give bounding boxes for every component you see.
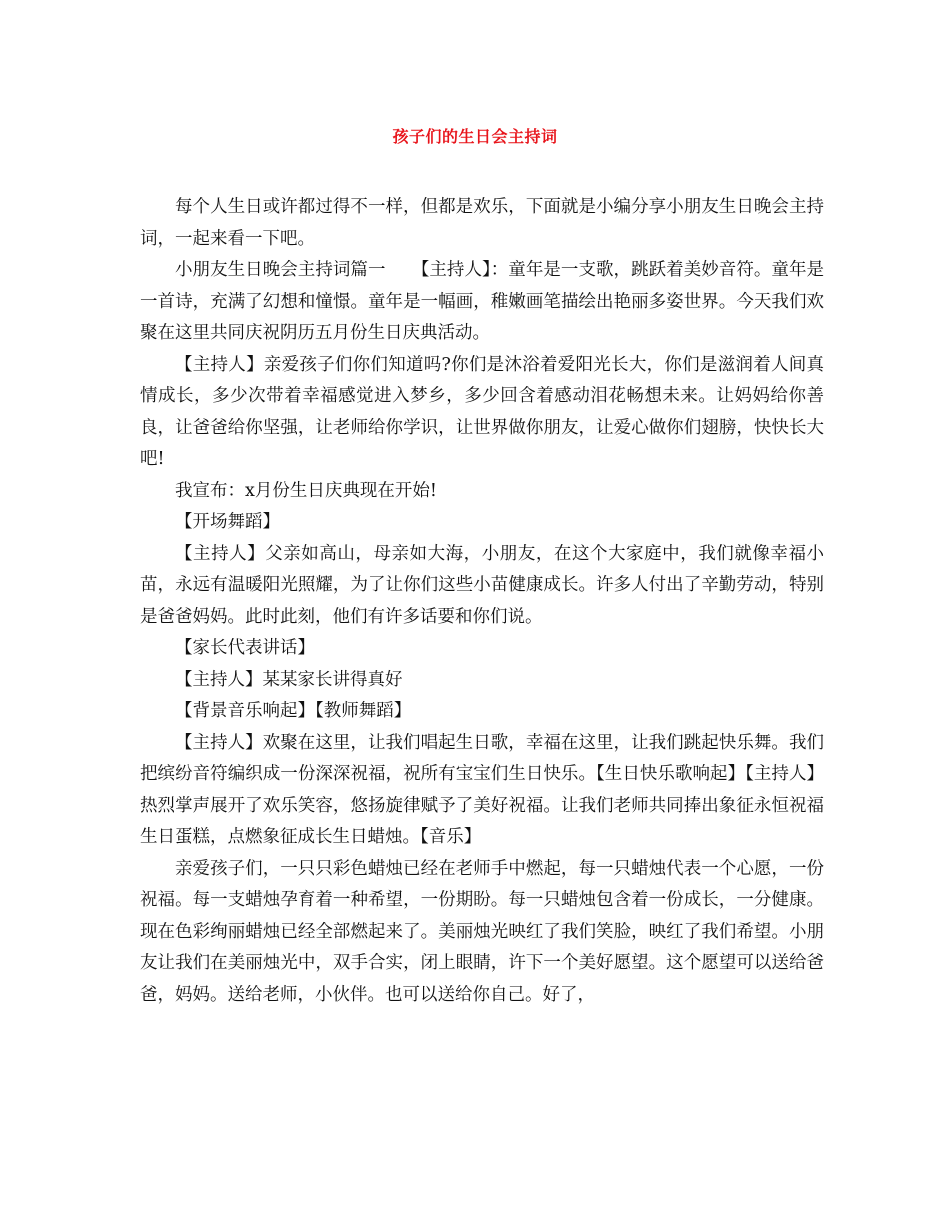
paragraph-opening-dance: 【开场舞蹈】: [175, 512, 280, 532]
paragraph-intro: 每个人生日或许都过得不一样，但都是欢乐，下面就是小编分享小朋友生日晚会主持词，一起来看一下吧。: [140, 197, 824, 249]
paragraph-announcement: 我宣布：x月份生日庆典现在开始!: [175, 480, 437, 501]
paragraph-host-opening: 小朋友生日晚会主持词篇一 【主持人】：童年是一支歌，跳跃着美妙音符。童年是一首诗，充满了幻想和憧憬。童年是一幅画，稚嫩画笔描绘出艳丽多姿世界。今天我们欢聚在这里共同庆祝阴历五月份生日庆典活动。: [140, 260, 824, 343]
document-body: [140, 192, 824, 1011]
paragraph-candles: 亲爱孩子们，一只只彩色蜡烛已经在老师手中燃起，每一只蜡烛代表一个心愿，一份祝福。每一支蜡烛孕育着一种希望，一份期盼。每一只蜡烛包含着一份成长，一分健康。现在色彩绚丽蜡烛已经全部燃起来了。美丽烛光映红了我们笑脸，映红了我们希望。小朋友让我们在美丽烛光中，双手合实，闭上眼睛，许下一个美好愿望。这个愿望可以送给爸爸，妈妈。送给老师，小伙伴。也可以送给你自己。好了，: [140, 858, 824, 1005]
paragraph-host-children: 【主持人】亲爱孩子们你们知道吗?你们是沐浴着爱阳光长大，你们是滋润着人间真情成长，多少次带着幸福感觉进入梦乡，多少回含着感动泪花畅想未来。让妈妈给你善良，让爸爸给你坚强，让老师给你学识，让世界做你朋友，让爱心做你们翅膀，快快长大吧!: [140, 354, 824, 469]
document-title: 孩子们的生日会主持词: [392, 127, 558, 146]
paragraph-birthday-song: 【主持人】欢聚在这里，让我们唱起生日歌，幸福在这里，让我们跳起快乐舞。我们把缤纷音符编织成一份深深祝福，祝所有宝宝们生日快乐。【生日快乐歌响起】【主持人】热烈掌声展开了欢乐笑容，悠扬旋律赋予了美好祝福。让我们老师共同捧出象征永恒祝福生日蛋糕，点燃象征成长生日蜡烛。【音乐】: [140, 732, 824, 847]
paragraph-host-thanks: 【主持人】某某家长讲得真好: [175, 669, 403, 690]
paragraph-host-parents: 【主持人】父亲如高山，母亲如大海，小朋友，在这个大家庭中，我们就像幸福小苗，永远有温暖阳光照耀，为了让你们这些小苗健康成长。许多人付出了辛勤劳动，特别是爸爸妈妈。此时此刻，他们有许多话要和你们说。: [140, 543, 824, 627]
paragraph-parent-speech: 【家长代表讲话】: [175, 638, 315, 658]
paragraph-teacher-dance: 【背景音乐响起】【教师舞蹈】: [175, 701, 412, 721]
